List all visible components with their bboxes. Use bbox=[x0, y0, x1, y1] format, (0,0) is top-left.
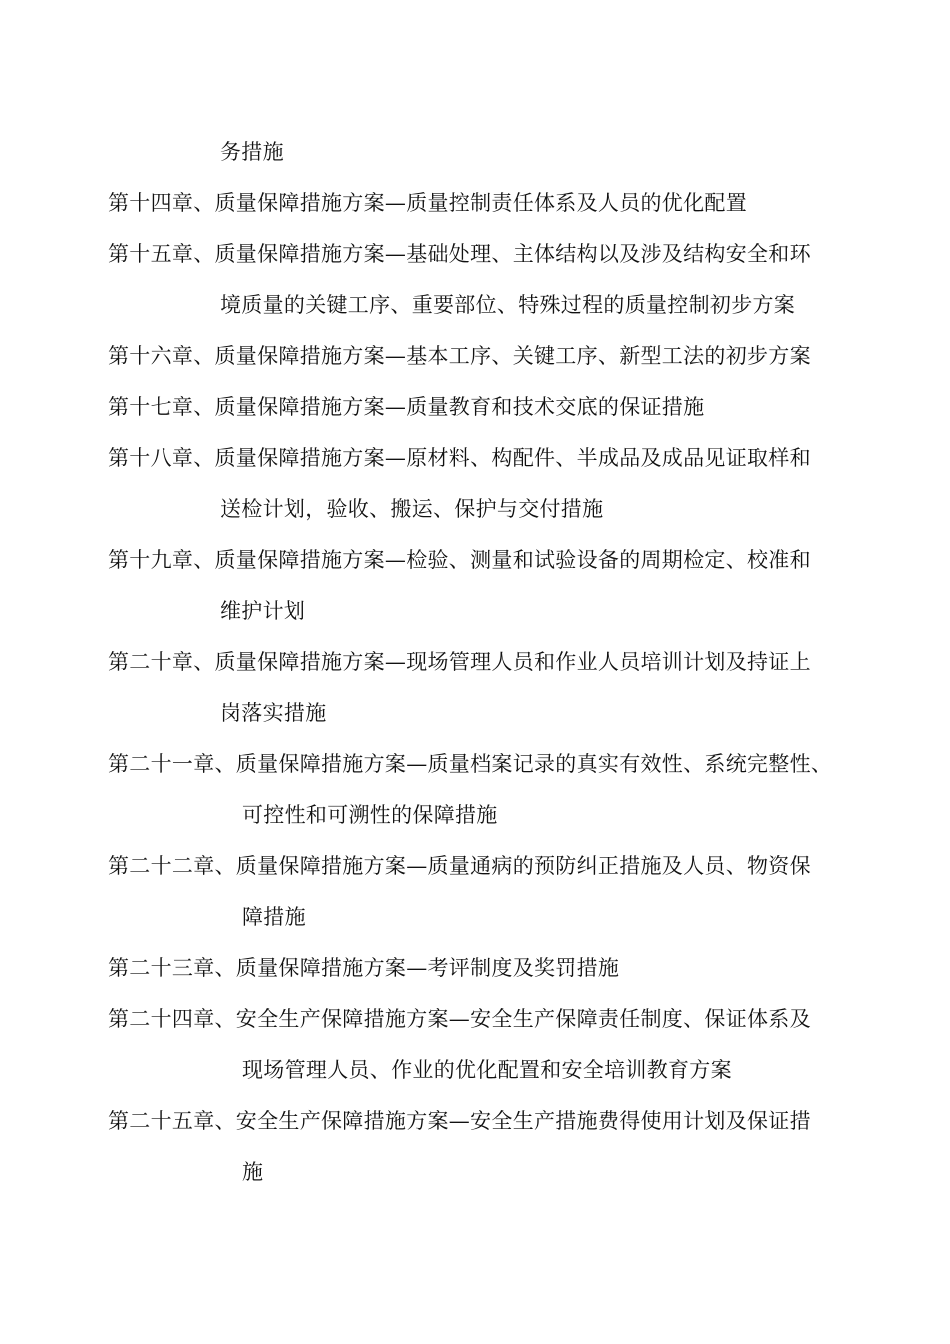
toc-entry-23: 第二十三章、质量保障措施方案—考评制度及奖罚措施 bbox=[108, 956, 620, 980]
toc-entry-21-continuation: 可控性和可溯性的保障措施 bbox=[242, 803, 498, 827]
toc-entry-24-continuation: 现场管理人员、作业的优化配置和安全培训教育方案 bbox=[242, 1058, 732, 1082]
toc-entry-16: 第十六章、质量保障措施方案—基本工序、关键工序、新型工法的初步方案 bbox=[108, 344, 811, 368]
toc-entry-14: 第十四章、质量保障措施方案—质量控制责任体系及人员的优化配置 bbox=[108, 191, 747, 215]
toc-line-13-continuation: 务措施 bbox=[220, 140, 284, 164]
toc-entry-18: 第十八章、质量保障措施方案—原材料、构配件、半成品及成品见证取样和 bbox=[108, 446, 811, 470]
toc-entry-25-continuation: 施 bbox=[242, 1160, 264, 1184]
toc-entry-17: 第十七章、质量保障措施方案—质量教育和技术交底的保证措施 bbox=[108, 395, 705, 419]
toc-entry-25: 第二十五章、安全生产保障措施方案—安全生产措施费得使用计划及保证措 bbox=[108, 1109, 811, 1133]
toc-entry-22-continuation: 障措施 bbox=[242, 905, 306, 929]
toc-entry-24: 第二十四章、安全生产保障措施方案—安全生产保障责任制度、保证体系及 bbox=[108, 1007, 811, 1031]
toc-entry-18-continuation: 送检计划，验收、搬运、保护与交付措施 bbox=[220, 497, 604, 521]
toc-entry-19: 第十九章、质量保障措施方案—检验、测量和试验设备的周期检定、校准和 bbox=[108, 548, 811, 572]
toc-entry-21: 第二十一章、质量保障措施方案—质量档案记录的真实有效性、系统完整性、 bbox=[108, 752, 833, 776]
toc-entry-20-continuation: 岗落实措施 bbox=[220, 701, 327, 725]
toc-entry-15: 第十五章、质量保障措施方案—基础处理、主体结构以及涉及结构安全和环 bbox=[108, 242, 811, 266]
toc-entry-22: 第二十二章、质量保障措施方案—质量通病的预防纠正措施及人员、物资保 bbox=[108, 854, 811, 878]
toc-entry-20: 第二十章、质量保障措施方案—现场管理人员和作业人员培训计划及持证上 bbox=[108, 650, 811, 674]
toc-entry-19-continuation: 维护计划 bbox=[220, 599, 306, 623]
toc-entry-15-continuation: 境质量的关键工序、重要部位、特殊过程的质量控制初步方案 bbox=[220, 293, 796, 317]
